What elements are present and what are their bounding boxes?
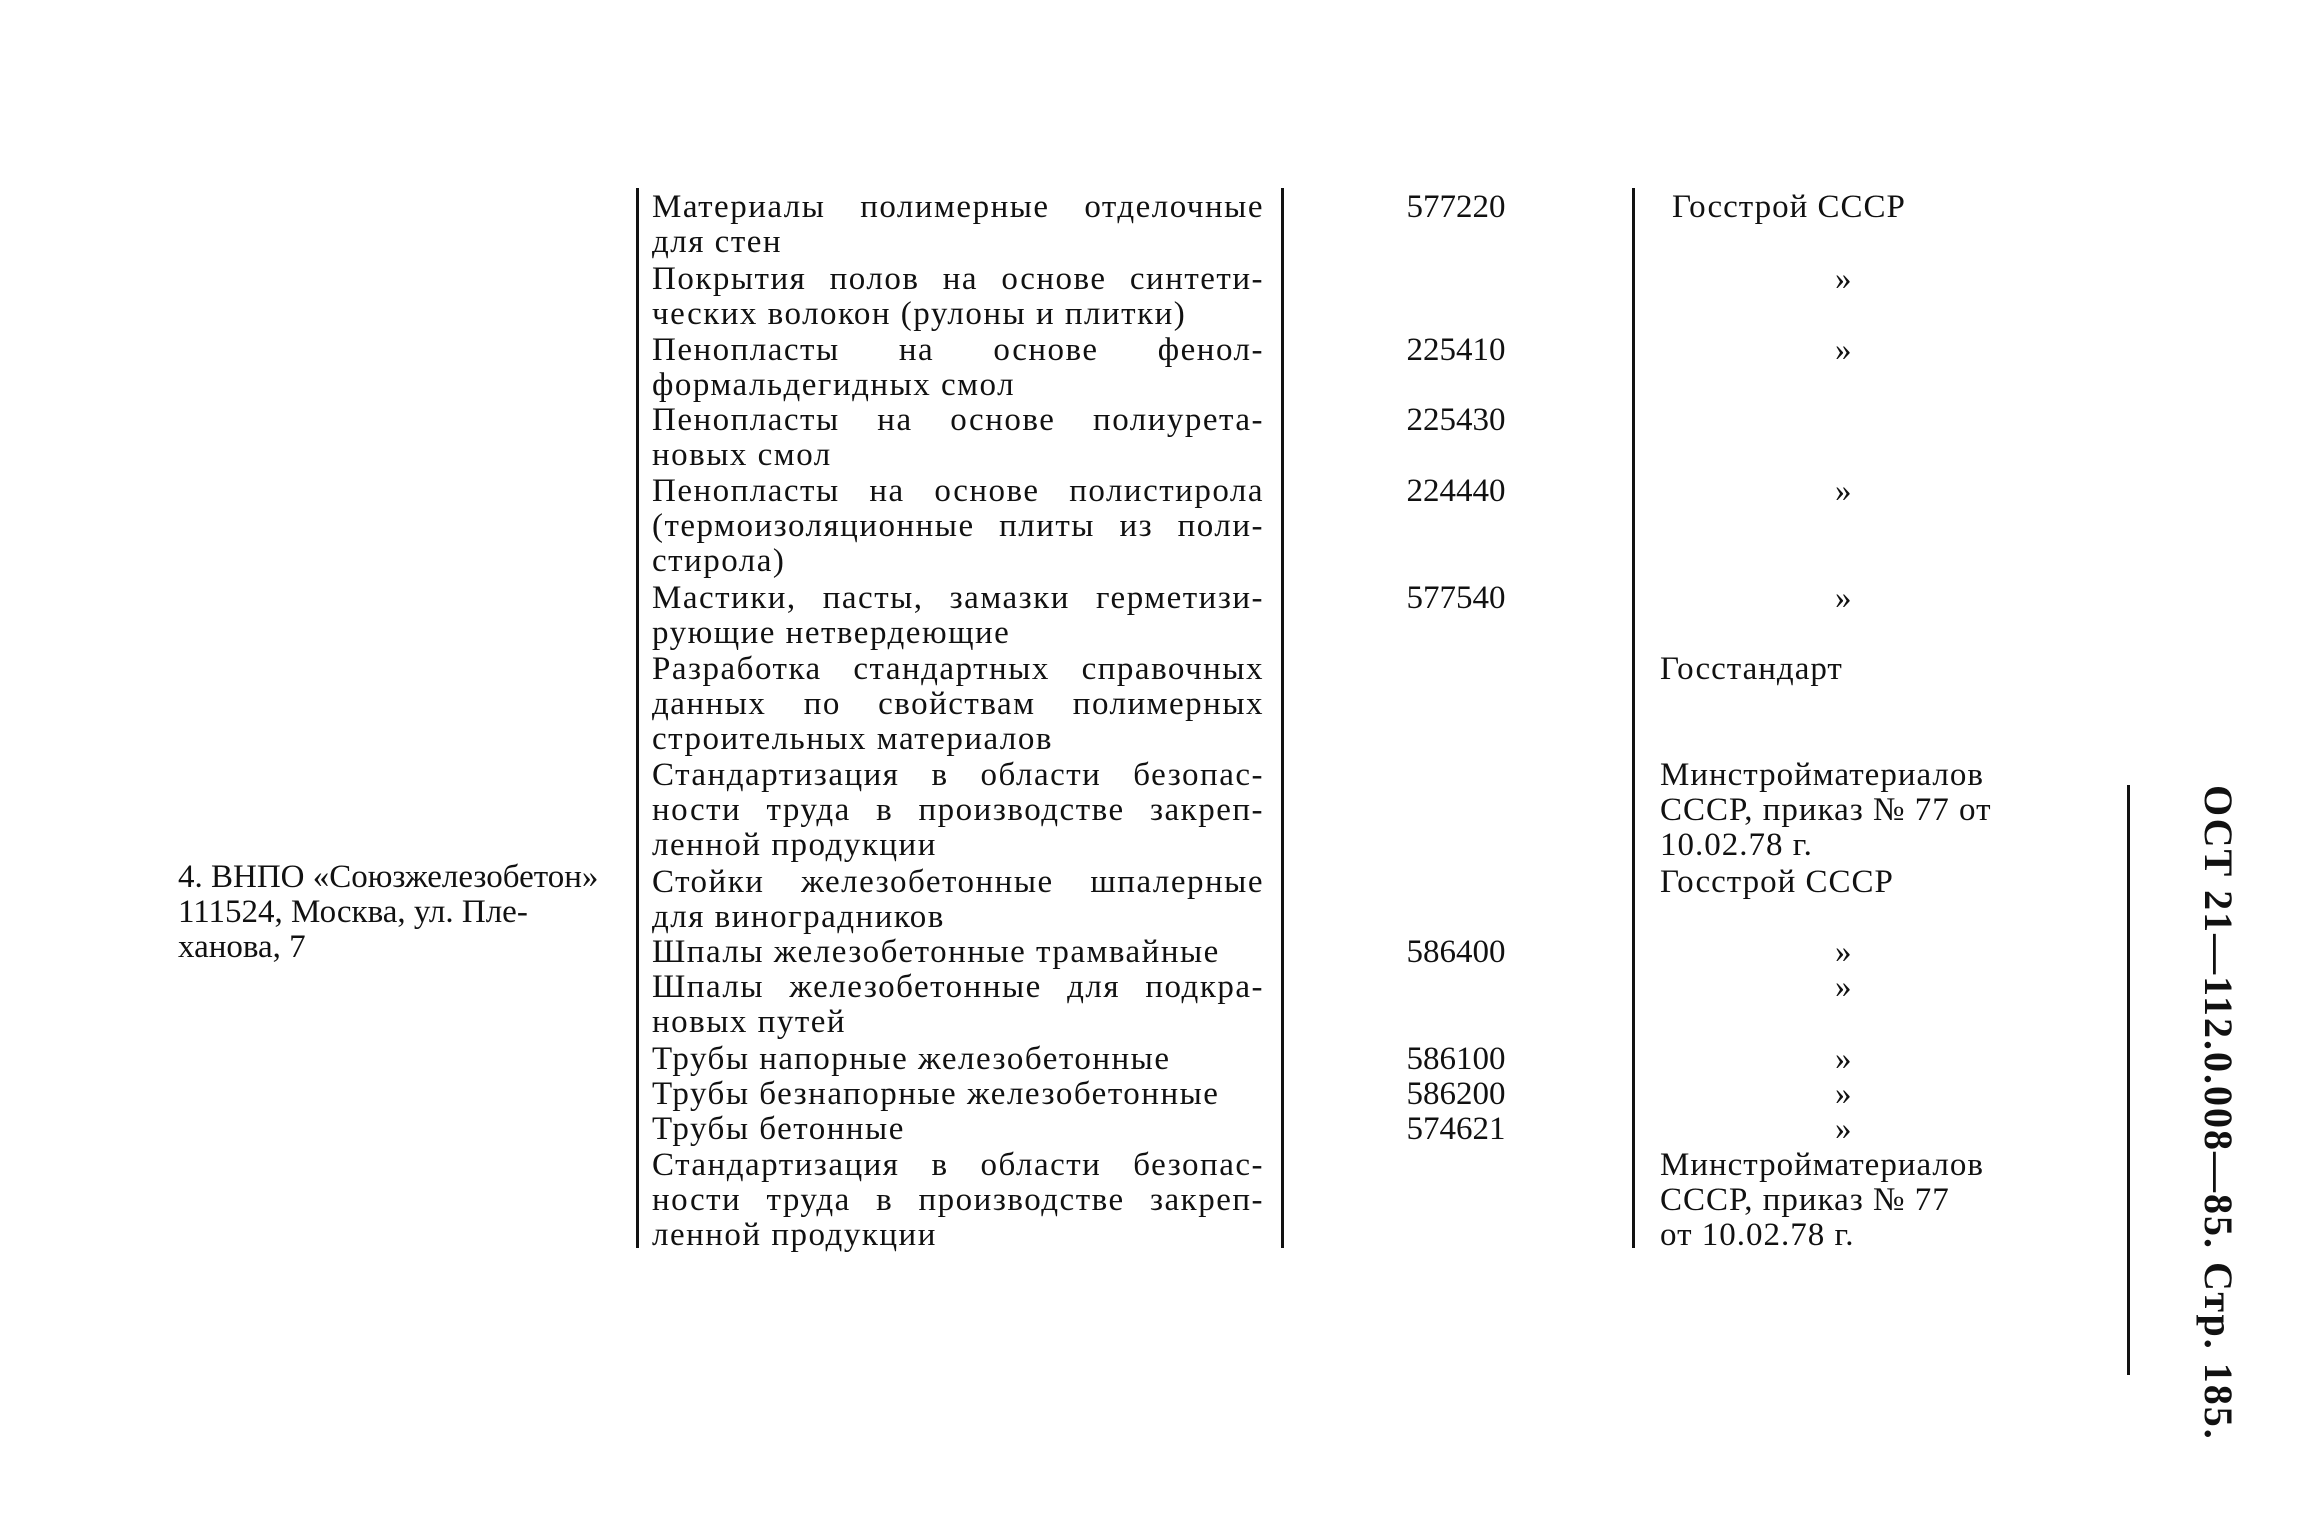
okp-code: 577540 — [1406, 580, 1506, 616]
product-name-line: Шпалы железобетонные для подкра- — [652, 969, 1264, 1005]
okp-code: 574621 — [1406, 1111, 1506, 1147]
product-name — [652, 970, 1264, 1040]
okp-code: 224440 — [1406, 473, 1506, 509]
responsible-organization: Минстройматериалов СССР, приказ № 77 от 10.02.78 г. — [1660, 757, 1992, 863]
responsible-organization: Госстандарт — [1660, 651, 1843, 687]
product-name-line: строительных материалов — [652, 721, 1053, 757]
product-name-line: (термоизоляционные плиты из поли- — [652, 508, 1264, 544]
product-name-line: Материалы полимерные отделочные — [652, 189, 1264, 225]
product-name-line: ности труда в производстве закреп- — [652, 792, 1264, 828]
product-name-line: Шпалы железобетонные трамвайные — [652, 934, 1220, 970]
okp-code: 225430 — [1406, 402, 1506, 438]
product-name-line: Покрытия полов на основе синтети- — [652, 261, 1264, 297]
organization-cell: 4. ВНПО «Союзжелезобетон» 111524, Москва, ул. Пле- ханова, 7 — [178, 859, 599, 965]
product-name-line: ленной продукции — [652, 827, 937, 863]
side-header-rule — [2127, 785, 2130, 1375]
product-name — [652, 652, 1264, 757]
product-name-line: Трубы бетонные — [652, 1111, 905, 1147]
product-name-line: Стандартизация в области безопас- — [652, 757, 1264, 793]
product-name-line: ности труда в производстве закреп- — [652, 1182, 1264, 1218]
product-name — [652, 1042, 1264, 1077]
product-name-line: Трубы напорные железобетонные — [652, 1041, 1171, 1077]
product-name-line: новых смол — [652, 437, 832, 473]
responsible-organization: Минстройматериалов СССР, приказ № 77 от 10.02.78 г. — [1660, 1147, 1984, 1253]
product-name — [652, 190, 1264, 260]
product-name — [652, 1112, 1264, 1147]
okp-code: 586100 — [1406, 1041, 1506, 1077]
okp-code: 577220 — [1406, 189, 1506, 225]
product-name — [652, 262, 1264, 332]
product-name-line: Пенопласты на основе полиурета- — [652, 402, 1264, 438]
product-name-line: Разработка стандартных справочных — [652, 651, 1264, 687]
responsible-organization: Госстрой СССР — [1660, 864, 1894, 900]
okp-code: 586200 — [1406, 1076, 1506, 1112]
product-name-line: рующие нетвердеющие — [652, 615, 1011, 651]
product-name-line: Мастики, пасты, замазки герметизи- — [652, 580, 1264, 616]
product-name-line: ленной продукции — [652, 1217, 937, 1253]
product-name-line: Стойки железобетонные шпалерные — [652, 864, 1264, 900]
product-name — [652, 403, 1264, 473]
product-name-line: данных по свойствам полимерных — [652, 686, 1264, 722]
product-name — [652, 333, 1264, 403]
okp-code: 586400 — [1406, 934, 1506, 970]
product-name — [652, 935, 1264, 970]
responsible-organization: Госстрой СССР — [1672, 189, 1906, 225]
responsible-organization: » — [1835, 473, 1853, 509]
product-name-line: стирола) — [652, 543, 786, 579]
product-name-line: для стен — [652, 224, 783, 260]
product-name — [652, 581, 1264, 651]
product-name — [652, 474, 1264, 579]
responsible-organization: » — [1835, 332, 1853, 368]
product-name — [652, 865, 1264, 935]
responsible-organization: » — [1835, 261, 1853, 297]
product-name-line: для виноградников — [652, 899, 945, 935]
responsible-organization: » — [1835, 1041, 1853, 1077]
product-name-line: Стандартизация в области безопас- — [652, 1147, 1264, 1183]
product-name-line: формальдегидных смол — [652, 367, 1016, 403]
okp-code: 225410 — [1406, 332, 1506, 368]
product-name — [652, 758, 1264, 863]
product-name-line: новых путей — [652, 1004, 847, 1040]
side-header: ОСТ 21—112.0.008—85. Стр. 185. — [2196, 785, 2241, 1441]
responsible-organization: » — [1835, 934, 1853, 970]
responsible-organization: » — [1835, 580, 1853, 616]
responsible-organization: » — [1835, 969, 1853, 1005]
responsible-organization: » — [1835, 1076, 1853, 1112]
product-name-line: Пенопласты на основе фенол- — [652, 332, 1264, 368]
product-name-line: Пенопласты на основе полистирола — [652, 473, 1264, 509]
responsible-organization: » — [1835, 1111, 1853, 1147]
product-name — [652, 1148, 1264, 1253]
product-name-line: ческих волокон (рулоны и плитки) — [652, 296, 1187, 332]
product-name-line: Трубы безнапорные железобетонные — [652, 1076, 1220, 1112]
product-name — [652, 1077, 1264, 1112]
